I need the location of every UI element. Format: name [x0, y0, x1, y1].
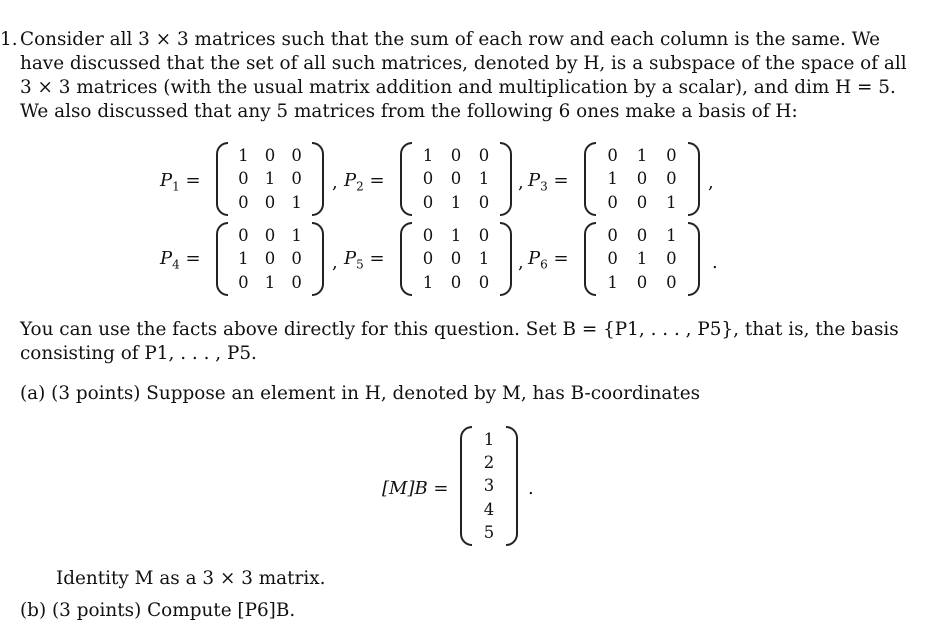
matrix-cell: 0 [291, 146, 302, 166]
matrix-label-p1: $P_1$ = [160, 170, 201, 194]
matrix-p3 [584, 142, 700, 216]
vector-entry: 2 [483, 453, 495, 473]
matrix-cell: 1 [422, 272, 434, 292]
matrix-cell: 0 [450, 249, 462, 269]
matrix-cell: 0 [422, 226, 434, 246]
coordinate-vector [460, 426, 518, 546]
matrix-separator: . [712, 252, 718, 273]
matrix-cell: 1 [450, 226, 462, 246]
matrix-cell: 1 [422, 146, 434, 166]
matrix-cell: 0 [607, 249, 618, 269]
matrix-separator: , [708, 172, 714, 193]
matrix-p1 [216, 142, 324, 216]
matrix-cell: 0 [264, 249, 276, 269]
matrix-cell: 1 [291, 192, 302, 212]
matrix-cell: 1 [636, 249, 648, 269]
matrix-cell: 0 [607, 146, 618, 166]
matrix-cell: 0 [666, 272, 677, 292]
matrix-cell: 0 [450, 146, 462, 166]
matrix-cell: 1 [291, 226, 302, 246]
question-number: 1. [0, 29, 18, 50]
matrix-cell: 0 [636, 192, 648, 212]
coord-label: [M]B = [382, 478, 449, 499]
matrix-cell: 0 [636, 226, 648, 246]
matrix-cell: 0 [238, 226, 249, 246]
vector-entry: 5 [483, 522, 495, 542]
matrix-cell: 0 [422, 249, 434, 269]
part-a-text: (a) (3 points) Suppose an element in H, denoted by M, has B-coordinates [20, 383, 701, 404]
matrix-label-p6: $P_6$ = [528, 248, 569, 272]
vector-entry: 1 [483, 430, 495, 450]
matrix-cell: 0 [264, 226, 276, 246]
matrix-p2 [400, 142, 512, 216]
matrix-cell: 0 [422, 192, 434, 212]
matrix-label-p4: $P_4$ = [160, 248, 201, 272]
vector-entry: 4 [483, 499, 495, 519]
matrix-cell: 0 [607, 226, 618, 246]
matrix-cell: 0 [238, 169, 249, 189]
matrix-cell: 0 [636, 272, 648, 292]
matrix-separator: , [518, 252, 524, 273]
matrix-cell: 0 [478, 192, 490, 212]
matrix-cell: 0 [238, 192, 249, 212]
matrix-cell: 0 [636, 169, 648, 189]
intro-line-4: We also discussed that any 5 matrices from the following 6 ones make a basis of H: [20, 101, 798, 122]
matrix-cell: 1 [666, 226, 677, 246]
matrix-cell: 0 [666, 169, 677, 189]
basis-line-2: consisting of P1, . . . , P5. [20, 343, 257, 364]
matrix-p4 [216, 222, 324, 296]
intro-line-1: Consider all 3 × 3 matrices such that the sum of each row and each column is the same. We [20, 29, 881, 50]
matrix-cell: 1 [666, 192, 677, 212]
matrix-label-p3: $P_3$ = [528, 170, 569, 194]
vector-entry: 3 [483, 476, 495, 496]
matrix-label-p5: $P_5$ = [344, 248, 385, 272]
matrix-cell: 0 [450, 272, 462, 292]
matrix-cell: 1 [478, 249, 490, 269]
matrix-cell: 1 [478, 169, 490, 189]
matrix-cell: 1 [607, 169, 618, 189]
matrix-cell: 0 [478, 272, 490, 292]
matrix-cell: 1 [264, 272, 276, 292]
matrix-cell: 0 [666, 249, 677, 269]
vector-period: . [528, 478, 534, 499]
matrix-p5 [400, 222, 512, 296]
matrix-cell: 0 [264, 192, 276, 212]
matrix-cell: 1 [636, 146, 648, 166]
matrix-separator: , [332, 252, 338, 273]
matrix-p6 [584, 222, 700, 296]
matrix-cell: 0 [478, 226, 490, 246]
intro-line-3: 3 × 3 matrices (with the usual matrix addition and multiplication by a scalar), and dim H = 5. [20, 77, 896, 98]
intro-line-2: have discussed that the set of all such matrices, denoted by H, is a subspace of the space of all [20, 53, 907, 74]
matrix-cell: 0 [666, 146, 677, 166]
matrix-cell: 1 [264, 169, 276, 189]
matrix-separator: , [332, 172, 338, 193]
matrix-cell: 0 [264, 146, 276, 166]
basis-line-1: You can use the facts above directly for this question. Set B = {P1, . . . , P5}, that is, the basis [20, 319, 899, 340]
matrix-cell: 0 [238, 272, 249, 292]
matrix-separator: , [518, 172, 524, 193]
part-b-text: (b) (3 points) Compute [P6]B. [20, 600, 296, 621]
part-a-task: Identity M as a 3 × 3 matrix. [56, 568, 326, 589]
matrix-cell: 0 [291, 169, 302, 189]
matrix-label-p2: $P_2$ = [344, 170, 385, 194]
matrix-cell: 1 [238, 249, 249, 269]
matrix-cell: 0 [478, 146, 490, 166]
matrix-cell: 0 [607, 192, 618, 212]
matrix-cell: 1 [450, 192, 462, 212]
matrix-cell: 0 [291, 272, 302, 292]
matrix-cell: 1 [238, 146, 249, 166]
matrix-cell: 0 [422, 169, 434, 189]
matrix-cell: 0 [450, 169, 462, 189]
matrix-cell: 0 [291, 249, 302, 269]
matrix-cell: 1 [607, 272, 618, 292]
